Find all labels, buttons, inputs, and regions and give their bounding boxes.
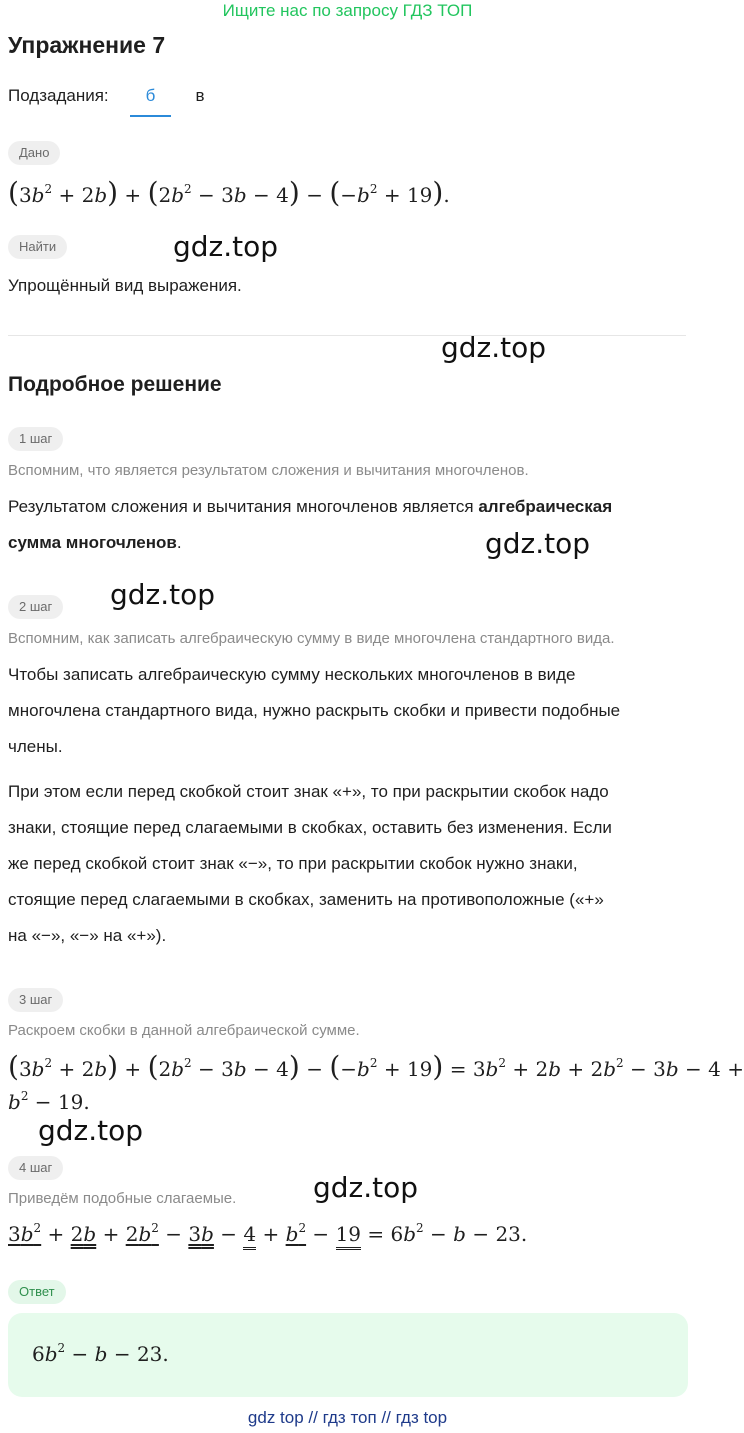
answer-pill: Ответ [8, 1280, 66, 1304]
watermark-1: gdz.top [173, 230, 279, 263]
step-4-hint: Приведём подобные слагаемые. [8, 1190, 237, 1207]
solution-heading: Подробное решение [8, 373, 222, 396]
step-3-hint: Раскроем скобки в данной алгебраической сумме. [8, 1022, 360, 1039]
watermark-4: gdz.top [110, 578, 216, 611]
step-1-pill: 1 шаг [8, 427, 63, 451]
divider [8, 335, 686, 336]
answer-expression: $6b^2 - b - 23$. [32, 1341, 169, 1366]
step-3-pill: 3 шаг [8, 988, 63, 1012]
step-1-text: Результатом сложения и вычитания многочленов является алгебраическая сумма многочленов. [8, 497, 613, 552]
footer-links[interactable]: gdz top // гдз топ // гдз top [247, 1408, 448, 1427]
step-1-hint: Вспомним, что является результатом сложения и вычитания многочленов. [8, 462, 529, 479]
find-text: Упрощённый вид выражения. [8, 276, 242, 295]
step-2-paragraph-2: При этом если перед скобкой стоит знак «+», то при раскрытии скобок надо знаки, стоящие перед слагаемыми в скобках, оставить без изменения. Если же перед скобкой стоит знак «−», то при раскрытии скобок нужно знаки, стоящие перед слагаемыми в скобках, заменить на противоположные («+» на «−», «−» на «+»). [8, 782, 612, 945]
page-title: Упражнение 7 [8, 32, 166, 58]
tab-b[interactable]: б [130, 86, 171, 117]
tab-v[interactable]: в [195, 86, 205, 105]
watermark-3: gdz.top [485, 527, 591, 560]
step-2-paragraph-1: Чтобы записать алгебраическую сумму нескольких многочленов в виде многочлена стандартного вида, нужно раскрыть скобки и привести подобные члены. [8, 665, 621, 756]
given-expression: $(3b^2 + 2b) + (2b^2 - 3b - 4) - (-b^2 + 19)$. [8, 176, 450, 209]
step-3-expression-line-1: $(3b^2 + 2b) + (2b^2 - 3b - 4) - (-b^2 + 19) = 3b^2 + 2b + 2b^2 - 3b - 4$ + [8, 1050, 744, 1083]
watermark-6: gdz.top [313, 1171, 419, 1204]
watermark-2: gdz.top [441, 331, 547, 364]
subtasks-label: Подзадания: [8, 86, 109, 105]
watermark-5: gdz.top [38, 1114, 144, 1147]
step-2-pill: 2 шаг [8, 595, 63, 619]
given-pill: Дано [8, 141, 60, 165]
step-2-hint: Вспомним, как записать алгебраическую сумму в виде многочлена стандартного вида. [8, 630, 615, 647]
find-pill: Найти [8, 235, 67, 259]
promo-link[interactable]: Ищите нас по запросу ГДЗ ТОП [222, 1, 473, 20]
step-3-expression-line-2: $b^2 - 19$. [8, 1089, 90, 1114]
step-4-pill: 4 шаг [8, 1156, 63, 1180]
step-4-expression: $3b^2 + 2b + 2b^2 - 3b - 4 + b^2 - 19 = 6b^2 - b - 23$. [8, 1222, 527, 1246]
